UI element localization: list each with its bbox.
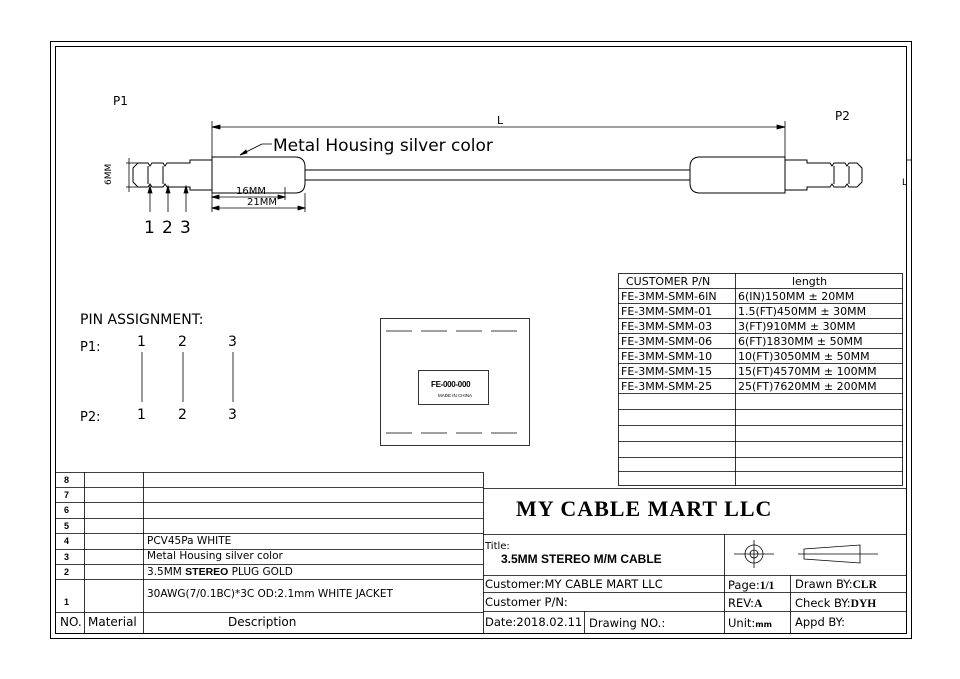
pin-number-3: 3 bbox=[180, 218, 191, 238]
appd-label: Appd BY: bbox=[795, 615, 846, 629]
page-label: Page: bbox=[728, 578, 760, 592]
p1-pin-1: 1 bbox=[137, 334, 146, 350]
drawn-label: Drawn BY: bbox=[795, 577, 853, 591]
pin-assignment-lines bbox=[142, 352, 233, 402]
customer-pn-label: Customer P/N: bbox=[485, 595, 568, 609]
drawn-field bbox=[795, 577, 877, 591]
length-table-row-7-pn: FE-3MM-SMM-25 bbox=[621, 380, 713, 393]
bom-desc-2-c: PLUG GOLD bbox=[228, 566, 293, 578]
rev-label: REV: bbox=[728, 596, 755, 610]
pin-assignment-p2: P2: bbox=[80, 410, 101, 425]
bom-no-5: 5 bbox=[64, 521, 70, 531]
bom-footer-material: Material bbox=[88, 615, 137, 629]
bom-desc-3: Metal Housing silver color bbox=[147, 550, 283, 562]
pin-assignment-p1: P1: bbox=[80, 340, 101, 355]
p1-label: P1 bbox=[113, 94, 128, 108]
length-table-row-5-pn: FE-3MM-SMM-10 bbox=[621, 350, 713, 363]
label-part-number: FE-000-000 bbox=[431, 380, 471, 389]
pin-assignment-title: PIN ASSIGNMENT: bbox=[80, 312, 204, 328]
customer-field bbox=[485, 577, 663, 591]
length-table-header-length: length bbox=[792, 275, 828, 288]
date-field bbox=[485, 615, 582, 629]
plug-p1 bbox=[133, 157, 690, 193]
length-label: L bbox=[497, 114, 504, 127]
p2-pin-3: 3 bbox=[228, 407, 237, 423]
length-table-row-3-length: 3(FT)910MM ± 30MM bbox=[738, 320, 856, 333]
bom-desc-2-a: 3.5MM bbox=[147, 566, 186, 578]
unit-label: Unit: bbox=[728, 616, 756, 630]
bom-desc-1: 30AWG(7/0.1BC)*3C OD:2.1mm WHITE JACKET bbox=[147, 588, 393, 600]
page-value: 1/1 bbox=[759, 580, 775, 592]
dim-6mm: 6MM bbox=[104, 163, 114, 185]
pin-number-1: 1 bbox=[144, 218, 155, 238]
title-label: Title: bbox=[485, 541, 510, 552]
bom-desc-2-b: STEREO bbox=[185, 566, 229, 578]
check-field bbox=[795, 596, 876, 610]
dim-21mm: 21MM bbox=[247, 197, 277, 208]
length-table-row-2-length: 1.5(FT)450MM ± 30MM bbox=[738, 305, 867, 318]
length-table-row-7-length: 25(FT)7620MM ± 200MM bbox=[738, 380, 877, 393]
plug-p2 bbox=[690, 157, 862, 193]
check-value: DYH bbox=[850, 598, 877, 610]
bom-no-6: 6 bbox=[64, 505, 70, 515]
housing-note: Metal Housing silver color bbox=[273, 136, 493, 156]
length-table-row-5-length: 10(FT)3050MM ± 50MM bbox=[738, 350, 870, 363]
unit-value: mm bbox=[755, 620, 772, 629]
length-table-row-1-pn: FE-3MM-SMM-6IN bbox=[621, 290, 717, 303]
bom-footer-no: NO. bbox=[60, 615, 82, 629]
length-table-row-6-pn: FE-3MM-SMM-15 bbox=[621, 365, 713, 378]
label-made-in: MADE IN CHINA bbox=[438, 393, 473, 398]
length-table-row-3-pn: FE-3MM-SMM-03 bbox=[621, 320, 713, 333]
drawn-value: CLR bbox=[852, 579, 877, 591]
company-name: MY CABLE MART LLC bbox=[516, 496, 773, 521]
p2-pin-1: 1 bbox=[137, 407, 146, 423]
customer-value: MY CABLE MART LLC bbox=[544, 577, 663, 591]
bom-no-2: 2 bbox=[64, 567, 70, 577]
bom-desc-4: PCV45Pa WHITE bbox=[147, 535, 232, 547]
drawing-no-label: Drawing NO.: bbox=[589, 616, 666, 630]
p2-pin-2: 2 bbox=[178, 407, 187, 423]
bom-no-4: 4 bbox=[64, 536, 70, 546]
bom-no-3: 3 bbox=[64, 552, 70, 562]
bom-no-7: 7 bbox=[64, 490, 70, 500]
p1-pin-2: 2 bbox=[178, 334, 187, 350]
bom-desc-2 bbox=[147, 566, 293, 578]
unit-field bbox=[728, 616, 772, 630]
length-table-header-pn: CUSTOMER P/N bbox=[626, 275, 711, 288]
check-label: Check BY: bbox=[795, 596, 851, 610]
rev-value: A bbox=[754, 598, 763, 610]
dim-16mm: 16MM bbox=[236, 186, 266, 197]
length-table-row-2-pn: FE-3MM-SMM-01 bbox=[621, 305, 713, 318]
edge-mark: L bbox=[902, 178, 908, 188]
date-label: Date: bbox=[485, 615, 517, 629]
customer-label: Customer: bbox=[485, 577, 545, 591]
pin-number-2: 2 bbox=[162, 218, 173, 238]
date-value: 2018.02.11 bbox=[516, 615, 583, 629]
bom-footer-description: Description bbox=[228, 615, 297, 629]
drawing-title: 3.5MM STEREO M/M CABLE bbox=[501, 552, 662, 566]
length-table-row-4-length: 6(FT)1830MM ± 50MM bbox=[738, 335, 863, 348]
length-table-row-1-length: 6(IN)150MM ± 20MM bbox=[738, 290, 855, 303]
page-field bbox=[728, 578, 774, 592]
projection-symbol-icon bbox=[734, 540, 878, 568]
p2-label: P2 bbox=[835, 109, 850, 123]
p1-pin-3: 3 bbox=[228, 334, 237, 350]
bom-no-8: 8 bbox=[64, 475, 70, 485]
bom-no-1: 1 bbox=[64, 597, 70, 607]
length-table-row-6-length: 15(FT)4570MM ± 100MM bbox=[738, 365, 877, 378]
length-table-row-4-pn: FE-3MM-SMM-06 bbox=[621, 335, 713, 348]
rev-field bbox=[728, 596, 762, 610]
